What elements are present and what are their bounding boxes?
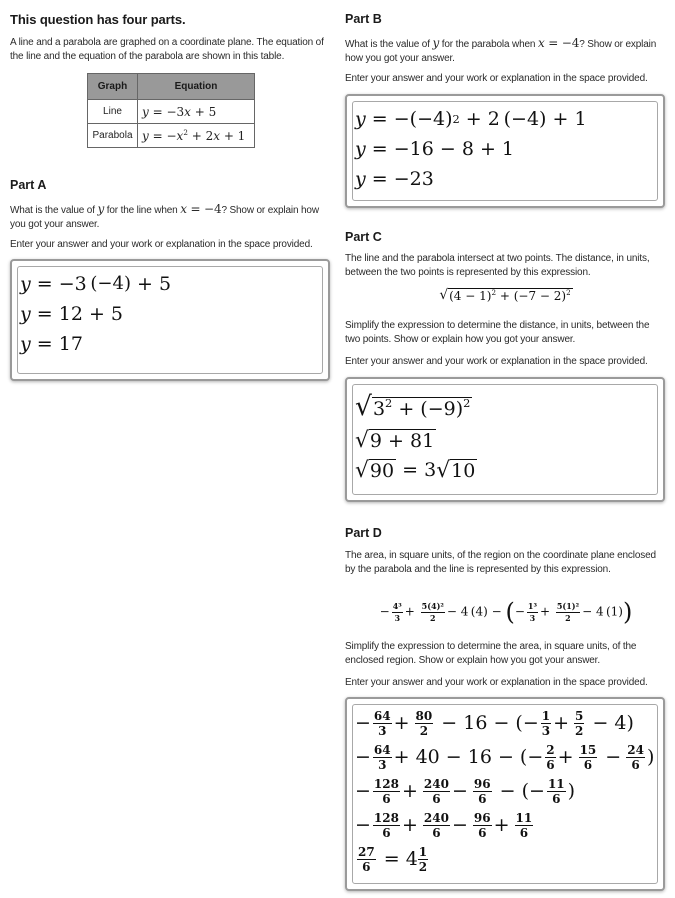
part-b-question [345,36,667,66]
question-text: for the line when [104,205,181,216]
answer-line: √ 90 = 3 √ 10 [355,457,476,483]
part-c-instruction: Enter your answer and your work or explanation in the space provided. [345,356,648,367]
question-text: What is the value of [345,39,433,50]
part-c-question: Simplify the expression to determine the distance, in units, between the two points. Show or explain how you got your answer. [345,320,650,345]
part-d-expression: − $\frac{\text{4³}}{3}$ + $\frac{\text{5(4)²}}{2}$ − 4 (4) − (− $\frac{\text{1³}}{3}$ + $\frac{\text{5(1)²}}{2}$ − 4 (1)) [379,598,633,626]
part-c-answer-box[interactable] [345,377,665,502]
part-a-instruction: Enter your answer and your work or explanation in the space provided. [10,239,313,250]
part-c-prompt: The line and the parabola intersect at two points. The distance, in units, between the two points is represented by this expression. [345,253,650,278]
question-text: ? Show or explain how you got your answer. [345,39,657,64]
table-row [88,100,255,124]
equation-table [87,73,255,148]
answer-line: √ $3^2 + (-9)^2$ [355,390,471,422]
table-header-row [88,74,255,100]
part-d-instruction: Enter your answer and your work or explanation in the space provided. [345,677,648,688]
part-c-heading: Part C [345,230,382,244]
table-cell-equation: y = −3x + 5 [138,100,255,124]
table-cell-graph: Parabola [88,124,138,148]
part-b-heading: Part B [345,12,382,26]
table-header-equation: Equation [138,74,255,100]
answer-line: y = −(−4) 2 + 2 (−4) + 1 [355,108,587,130]
answer-line: − $\frac{128}{6}$ + $\frac{240}{6}$ − $\frac{96}{6}$ + $\frac{11}{6}$ [355,810,533,840]
answer-line: − $\frac{64}{3}$ + 40 − 16 − (− $\frac{2}{6}$ + $\frac{15}{6}$ − $\frac{24}{6}$ ) [355,742,655,772]
part-d-heading: Part D [345,526,382,540]
math-var: y [97,202,105,216]
answer-line: y = 17 [20,333,83,355]
part-a-answer-box[interactable] [10,259,330,381]
math-var: y [432,36,440,50]
answer-line: $\frac{27}{6}$ = 4 $\frac{1}{2}$ [358,844,428,874]
part-d-answer-box[interactable] [345,697,665,891]
table-header-graph: Graph [88,74,138,100]
answer-line: y = 12 + 5 [20,303,123,325]
table-cell-graph: Line [88,100,138,124]
answer-line: − $\frac{128}{6}$ + $\frac{240}{6}$ − $\frac{96}{6}$ − (− $\frac{11}{6}$ ) [355,776,576,806]
part-c-answer-input[interactable] [352,384,658,495]
question-text: What is the value of [10,205,98,216]
part-a-answer-input[interactable] [17,266,323,374]
table-row [88,124,255,148]
answer-line: √ 9 + 81 [355,427,435,453]
answer-line: − $\frac{64}{3}$ + $\frac{80}{2}$ − 16 − (− $\frac{1}{3}$ + $\frac{5}{2}$ − 4) [355,708,634,738]
question-text: ? Show or explain how you got your answer. [10,205,319,230]
answer-line: y = −16 − 8 + 1 [355,138,515,160]
math-cond: x = −4 [537,36,580,50]
part-a-heading: Part A [10,178,47,192]
answer-line: y = −23 [355,168,434,190]
sqrt-expression: √ $(4 - 1)^2 + (-7 - 2)^2$ [439,287,571,304]
table-cell-equation: $y = -x^2 + 2x + 1$ [138,124,255,148]
part-d-prompt: The area, in square units, of the region on the coordinate plane enclosed by the parabola and the line is represented by this expression. [345,550,656,575]
question-text: for the parabola when [439,39,538,50]
part-b-answer-box[interactable] [345,94,665,208]
part-c-expression [345,288,667,303]
intro-text: A line and a parabola are graphed on a coordinate plane. The equation of the line and the equation of the parabola are shown in this table. [10,37,324,62]
part-d-answer-input[interactable] [352,704,658,884]
part-d-question: Simplify the expression to determine the area, in square units, of the enclosed region. Show or explain how you got your answer. [345,641,637,666]
question-title: This question has four parts. [10,12,186,27]
part-a-question [10,202,332,232]
part-b-answer-input[interactable] [352,101,658,201]
part-b-instruction: Enter your answer and your work or explanation in the space provided. [345,73,648,84]
math-cond: x = −4 [180,202,222,216]
answer-line: y = −3 (−4) + 5 [20,273,172,295]
